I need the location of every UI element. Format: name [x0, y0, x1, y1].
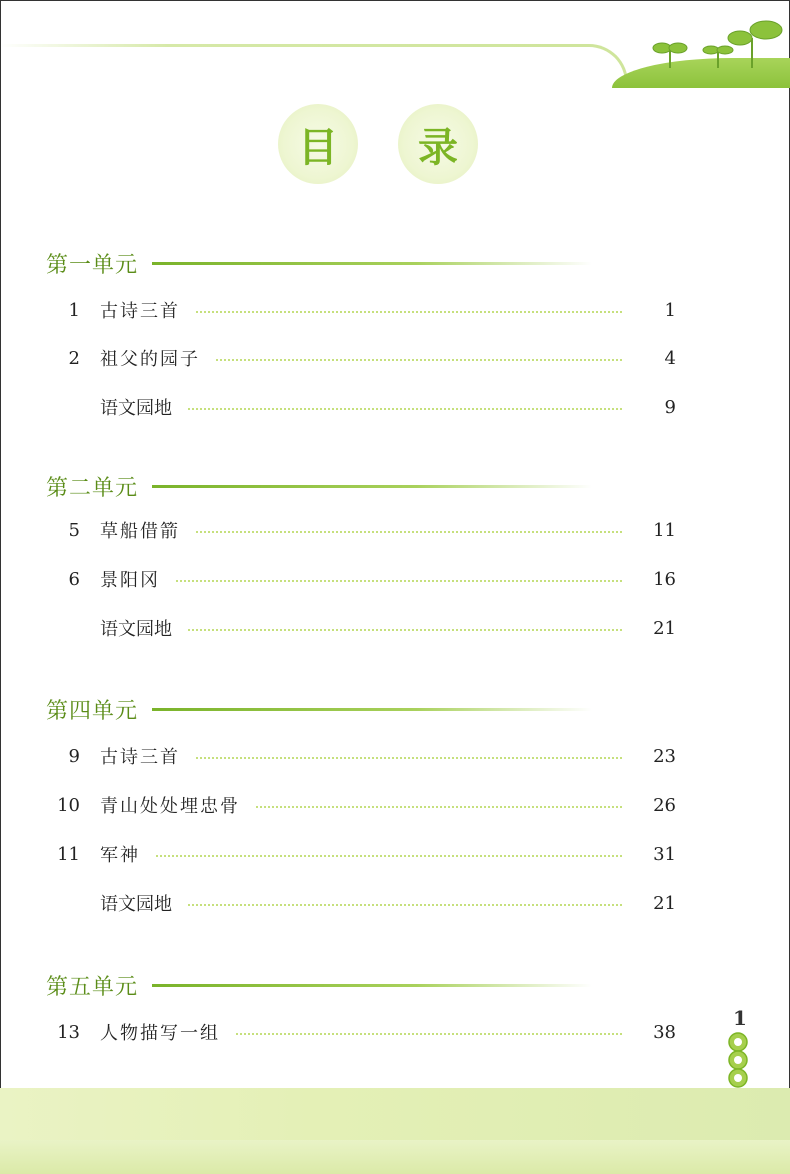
dot-leader — [176, 580, 622, 582]
entry-number: 9 — [68, 745, 80, 767]
entry-number: 11 — [57, 843, 80, 865]
toc-entry[interactable] — [46, 345, 676, 371]
entry-page: 23 — [653, 745, 676, 767]
unit-heading — [46, 248, 592, 278]
entry-number: 5 — [68, 519, 80, 541]
toc-entry[interactable] — [46, 1019, 676, 1045]
toc-entry[interactable] — [46, 792, 676, 818]
toc-entry[interactable] — [46, 394, 676, 420]
entry-page: 31 — [653, 843, 676, 865]
bottom-decor-band-lower — [0, 1140, 790, 1174]
entry-title: 草船借箭 — [100, 521, 180, 542]
entry-title: 古诗三首 — [100, 301, 180, 322]
dot-leader — [188, 629, 622, 631]
dot-leader — [236, 1033, 622, 1035]
unit-heading — [46, 471, 592, 501]
entry-page: 21 — [653, 617, 676, 639]
dot-leader — [196, 531, 622, 533]
entry-title: 古诗三首 — [100, 747, 180, 768]
entry-page: 9 — [664, 396, 676, 418]
entry-title: 语文园地 — [100, 619, 172, 640]
title-char-lu: 录 — [398, 104, 478, 184]
toc-entry[interactable] — [46, 841, 676, 867]
entry-page: 4 — [664, 347, 676, 369]
entry-page: 16 — [653, 568, 676, 590]
entry-page: 38 — [653, 1021, 676, 1043]
title-char-mu: 目 — [278, 104, 358, 184]
entry-number: 6 — [68, 568, 80, 590]
entry-page: 11 — [653, 519, 676, 541]
entry-title: 语文园地 — [100, 398, 172, 419]
dot-leader — [188, 408, 622, 410]
dot-leader — [188, 904, 622, 906]
page-number: 1 — [733, 1006, 747, 1030]
unit-divider — [152, 708, 592, 711]
entry-page: 21 — [653, 892, 676, 914]
unit-heading — [46, 694, 592, 724]
unit-title: 第四单元 — [46, 698, 139, 724]
entry-number: 13 — [57, 1021, 80, 1043]
toc-entry[interactable] — [46, 890, 676, 916]
dot-leader — [256, 806, 622, 808]
entry-title: 语文园地 — [100, 894, 172, 915]
toc-title — [0, 104, 790, 184]
unit-title: 第一单元 — [46, 252, 139, 278]
entry-title: 景阳冈 — [100, 570, 160, 591]
unit-title: 第五单元 — [46, 974, 139, 1000]
dot-leader — [196, 757, 622, 759]
toc-entry[interactable] — [46, 566, 676, 592]
unit-divider — [152, 262, 592, 265]
entry-title: 人物描写一组 — [100, 1023, 220, 1044]
sprout-icon — [640, 20, 790, 70]
entry-title: 青山处处埋忠骨 — [100, 796, 240, 817]
toc-entry[interactable] — [46, 297, 676, 323]
entry-title: 祖父的园子 — [100, 349, 200, 370]
dot-leader — [196, 311, 622, 313]
unit-title: 第二单元 — [46, 475, 139, 501]
entry-number: 10 — [57, 794, 80, 816]
dot-leader — [216, 359, 622, 361]
entry-page: 26 — [653, 794, 676, 816]
unit-divider — [152, 984, 592, 987]
entry-number: 1 — [68, 299, 80, 321]
dot-leader — [156, 855, 622, 857]
unit-divider — [152, 485, 592, 488]
entry-title: 军神 — [100, 845, 140, 866]
unit-heading — [46, 970, 592, 1000]
toc-entry[interactable] — [46, 615, 676, 641]
top-decor-line — [0, 44, 560, 47]
entry-page: 1 — [664, 299, 676, 321]
toc-entry[interactable] — [46, 743, 676, 769]
toc-entry[interactable] — [46, 517, 676, 543]
page-ornament-icon — [720, 1030, 756, 1090]
entry-number: 2 — [68, 347, 80, 369]
